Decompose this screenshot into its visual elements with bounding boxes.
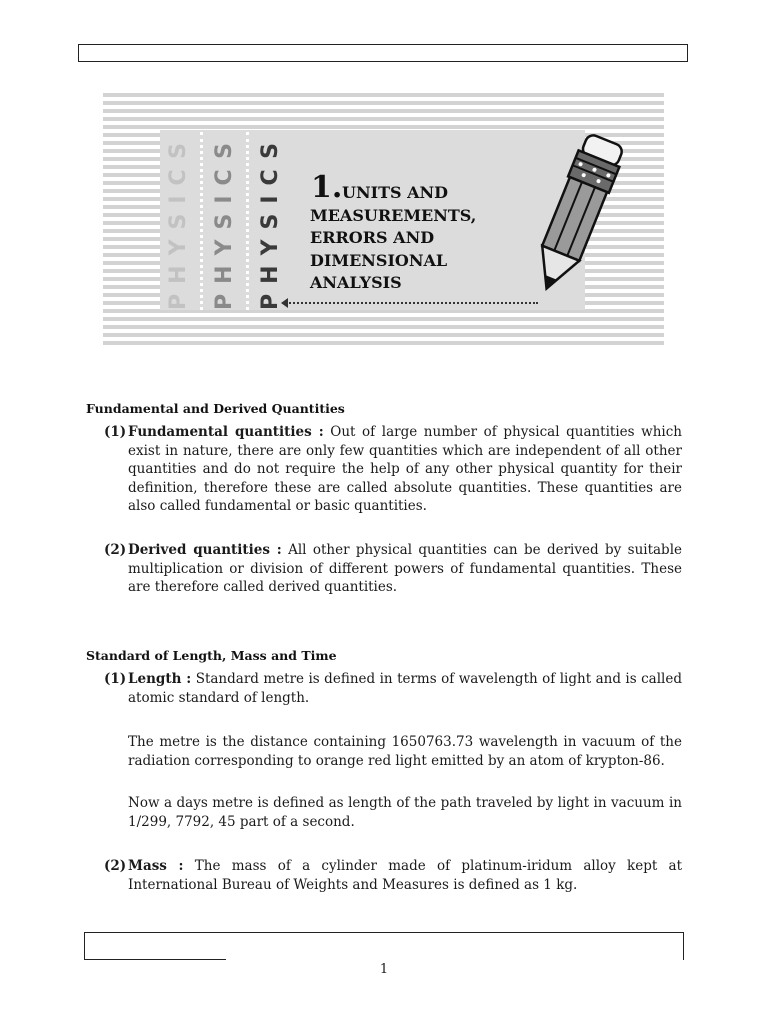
- item-text: All other physical quantities can be derived by suitable multiplication or division of different powers of fundamental quantities. These are therefore called derived quantities.: [128, 542, 682, 595]
- item-term: Derived quantities :: [128, 542, 282, 558]
- list-item: [104, 541, 682, 597]
- dotted-pointer-line: [286, 302, 538, 304]
- chapter-title-line: DIMENSIONAL: [310, 250, 448, 270]
- chapter-number: 1.: [311, 170, 343, 205]
- list-item: [104, 670, 682, 707]
- item-body: [128, 541, 682, 597]
- item-term: Fundamental quantities :: [128, 424, 324, 440]
- item-text: Standard metre is defined in terms of wavelength of light and is called atomic standard of length.: [128, 671, 682, 706]
- item-term: Mass :: [128, 858, 184, 874]
- vertical-word-1: PHYSICS: [165, 132, 191, 310]
- item-text: Out of large number of physical quantities which exist in nature, there are only few quantities which are independent of all other quantities and do not require the help of any other physical quantity for their definition, therefore these are called absolute quantities. These quantities are also called fundamental or basic quantities.: [128, 424, 682, 514]
- header-frame: [78, 44, 688, 62]
- page-number: 1: [379, 962, 389, 977]
- chapter-title-line: MEASUREMENTS,: [310, 205, 477, 225]
- footer-rule: [84, 959, 226, 960]
- item-number: (1): [104, 671, 127, 687]
- list-item: [104, 857, 682, 894]
- item-number: (2): [104, 542, 127, 558]
- item-body: [128, 857, 682, 894]
- footer-frame: [84, 932, 684, 960]
- chapter-title-line: ERRORS AND: [310, 228, 435, 247]
- dotted-separator: [200, 132, 203, 310]
- vertical-word-3: PHYSICS: [257, 132, 283, 310]
- list-item: [104, 423, 682, 516]
- item-number: (1): [104, 424, 127, 440]
- chapter-title: [310, 182, 515, 295]
- section-heading: Standard of Length, Mass and Time: [86, 648, 337, 663]
- item-body: [128, 670, 682, 707]
- pencil-icon: [520, 128, 630, 308]
- item-term: Length :: [128, 671, 192, 687]
- paragraph: The metre is the distance containing 1650763.73 wavelength in vacuum of the radiation corresponding to orange red light emitted by an atom of krypton-86.: [128, 734, 682, 769]
- chapter-title-line: UNITS AND: [342, 183, 449, 202]
- item-body: [128, 423, 682, 516]
- chapter-title-line: ANALYSIS: [310, 273, 402, 292]
- vertical-word-2: PHYSICS: [211, 132, 237, 310]
- paragraph: Now a days metre is defined as length of the path traveled by light in vacuum in 1/299, 7792, 45 part of a second.: [128, 795, 682, 830]
- section-heading: Fundamental and Derived Quantities: [86, 401, 345, 416]
- dotted-separator: [246, 132, 249, 310]
- item-text: The mass of a cylinder made of platinum-iridum alloy kept at International Bureau of Weights and Measures is defined as 1 kg.: [128, 858, 683, 893]
- arrow-head-icon: [281, 298, 288, 308]
- item-number: (2): [104, 858, 127, 874]
